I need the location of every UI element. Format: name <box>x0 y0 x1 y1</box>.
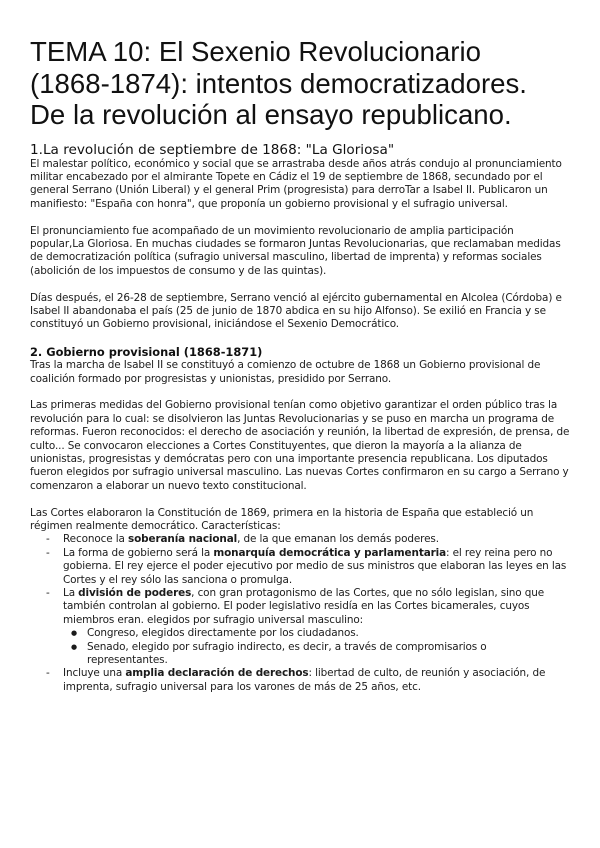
list-item: - La forma de gobierno será la monarquía democrática y parlamentaria: el rey reina pero no gobierna. El rey ejerce el poder ejecutivo por medio de sus ministros que elaboran las leyes en las Cortes y el rey sólo las sanciona o promulga. <box>30 547 570 587</box>
characteristics-list <box>30 533 570 694</box>
paragraph: Días después, el 26-28 de septiembre, Serrano venció al ejército gubernamental en Alcolea (Córdoba) e Isabel II abandonaba el país (25 de junio de 1870 abdica en su hijo Alfonso). Se exilió en Francia y se constituyó un Gobierno provisional, iniciándose el Sexenio Democrático. <box>30 291 562 331</box>
paragraph: Las Cortes elaboraron la Constitución de 1869, primera en la historia de España que estableció un régimen realmente democrático. Características: <box>30 506 534 532</box>
list-item: - Incluye una amplia declaración de derechos: libertad de culto, de reunión y asociación, de imprenta, sufragio universal para los varones de más de 25 años, etc. <box>30 667 570 694</box>
list-item: - La división de poderes, con gran protagonismo de las Cortes, que no sólo legislan, sino que también controlan al gobierno. El poder legislativo residía en las Cortes bicamerales, cuyos miembros eran. elegidos por sufragio universal masculino: ● Congreso, elegidos directamente por los ciudadanos. ● Senado, elegido por sufragio indirecto, es decir, a través de compromisarios o representantes. <box>30 587 570 667</box>
paragraph: Tras la marcha de Isabel II se constituyó a comienzo de octubre de 1868 un Gobierno provisional de coalición formado por progresistas y unionistas, presidido por Serrano. <box>30 359 541 385</box>
section-gobierno-provisional <box>30 345 570 694</box>
section-2-heading: 2. Gobierno provisional (1868-1871) <box>30 345 263 360</box>
sublist-item: ● Senado, elegido por sufragio indirecto, es decir, a través de compromisarios o representantes. <box>63 641 570 668</box>
page-title <box>30 36 570 131</box>
section-1-heading: 1.La revolución de septiembre de 1868: "La Gloriosa" <box>30 141 395 158</box>
title-line: De la revolución al ensayo republicano. <box>30 99 512 130</box>
sublist-item: ● Congreso, elegidos directamente por los ciudadanos. <box>63 627 570 640</box>
section-la-gloriosa <box>30 142 570 346</box>
list-item: - Reconoce la soberanía nacional, de la que emanan los demás poderes. <box>30 533 570 546</box>
sublist <box>63 627 570 667</box>
paragraph: El malestar político, económico y social que se arrastraba desde años atrás condujo al pronunciamiento militar encabezado por el almirante Topete en Cádiz el 19 de septiembre de 1868, secundado por el general Serrano (Unión Liberal) y el general Prim (progresista) para derroTar a Isabel II. Publicaron un manifiesto: "España con honra", que proponía un gobierno provisional y el sufragio universal. <box>30 157 562 210</box>
title-line: TEMA 10: El Sexenio Revolucionario <box>30 36 481 67</box>
paragraph: Las primeras medidas del Gobierno provisional tenían como objetivo garantizar el orden público tras la revolución para lo cual: se disolvieron las Juntas Revolucionarias y se puso en marcha un programa de reformas. Fueron reconocidos: el derecho de asociación y reunión, la libertad de expresión, de prensa, de culto... Se convocaron elecciones a Cortes Constituyentes, que dieron la mayoría a la alianza de unionistas, progresistas y demócratas pero con una importante presencia republicana. Los diputados fueron elegidos por sufragio universal masculino. Las nuevas Cortes confirmaron en su cargo a Serrano y comenzaron a elaborar un nuevo texto constitucional. <box>30 399 570 492</box>
title-line: (1868-1874): intentos democratizadores. <box>30 67 527 99</box>
paragraph: El pronunciamiento fue acompañado de un movimiento revolucionario de amplia participación popular,La Gloriosa. En muchas ciudades se formaron Juntas Revolucionarias, que reclamaban medidas de democratización política (sufragio universal masculino, libertad de imprenta) y reformas sociales (abolición de los impuestos de consumo y de las quintas). <box>30 224 561 277</box>
